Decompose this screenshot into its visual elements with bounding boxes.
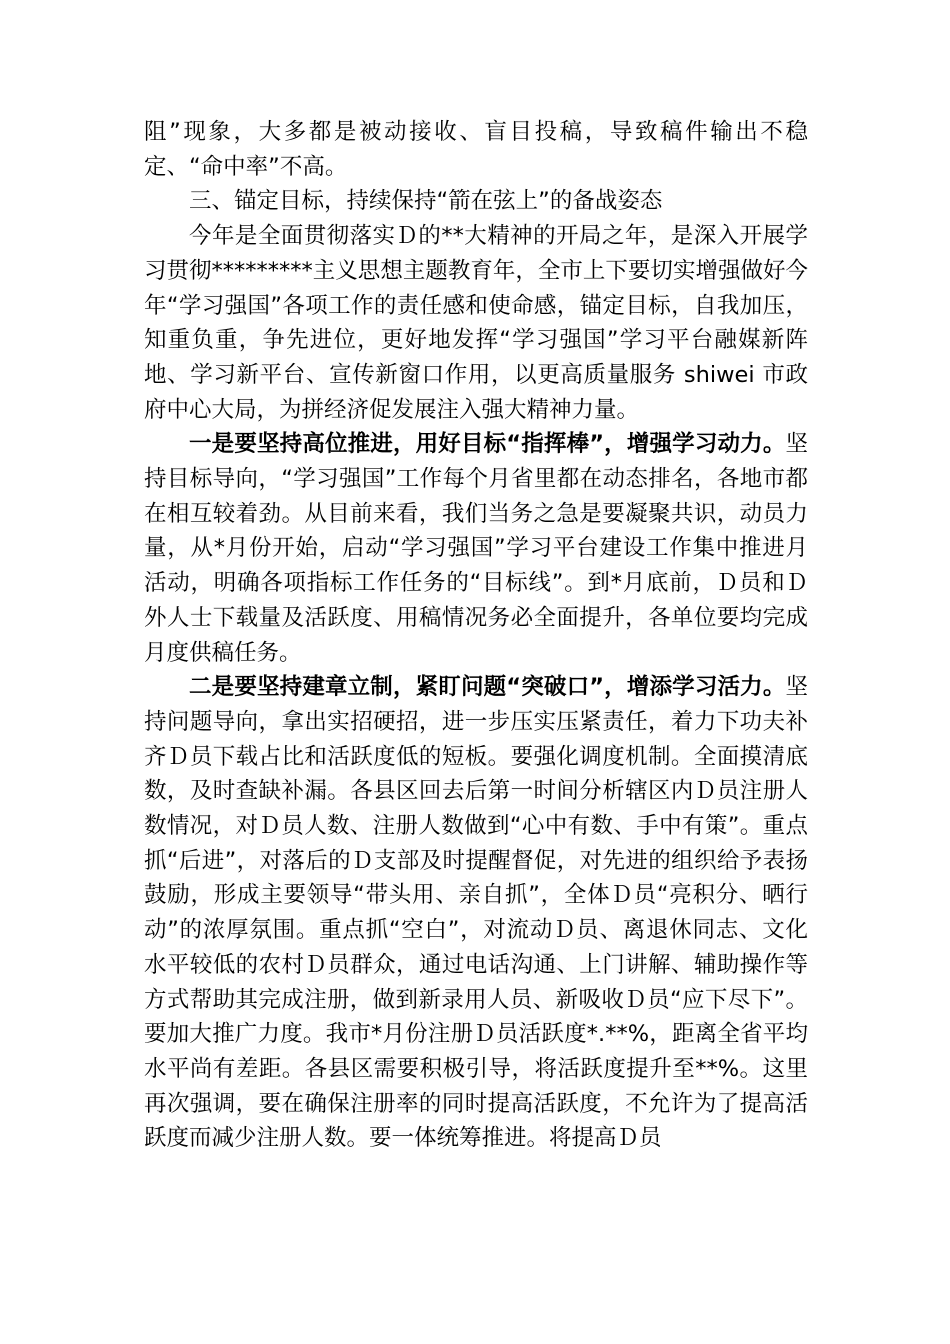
paragraph-point-one [144,427,808,670]
point-one-lead: 一是要坚持高位推进，用好目标“指挥棒”，增强学习动力。 [189,431,786,458]
paragraph-point-two [144,670,808,1156]
point-one-body: 坚持目标导向，“学习强国”工作每个月省里都在动态排名，各地市都在相互较着劲。从目前来看，我们当务之急是要凝聚共识，动员力量，从*月份开始，启动“学习强国”学习平台建设工作集中推进月活动，明确各项指标工作任务的“目标线”。到*月底前，Ｄ员和Ｄ外人士下载量及活跃度、用稿情况务必全面提升，各单位要均完成月度供稿任务。 [144,431,808,666]
paragraph-continuation: 阻”现象，大多都是被动接收、盲目投稿，导致稿件输出不稳定、“命中率”不高。 [144,119,808,180]
section-heading: 三、锚定目标，持续保持“箭在弦上”的备战姿态 [189,188,663,215]
document-body [144,115,808,1156]
paragraph-intro: 今年是全面贯彻落实Ｄ的**大精神的开局之年，是深入开展学习贯彻*********主义思想主题教育年，全市上下要切实增强做好今年“学习强国”各项工作的责任感和使命感，锚定目标，自我加压，知重负重，争先进位，更好地发挥“学习强国”学习平台融媒新阵地、学习新平台、宣传新窗口作用，以更高质量服务 shiwei 市政府中心大局，为拼经济促发展注入强大精神力量。 [144,223,808,423]
point-two-lead: 二是要坚持建章立制，紧盯问题“突破口”，增添学习活力。 [189,674,786,701]
point-two-body: 坚持问题导向，拿出实招硬招，进一步压实压紧责任，着力下功夫补齐Ｄ员下载占比和活跃度低的短板。要强化调度机制。全面摸清底数，及时查缺补漏。各县区回去后第一时间分析辖区内Ｄ员注册人数情况，对Ｄ员人数、注册人数做到“心中有数、手中有策”。重点抓“后进”，对落后的Ｄ支部及时提醒督促，对先进的组织给予表扬鼓励，形成主要领导“带头用、亲自抓”，全体Ｄ员“亮积分、晒行动”的浓厚氛围。重点抓“空白”，对流动Ｄ员、离退休同志、文化水平较低的农村Ｄ员群众，通过电话沟通、上门讲解、辅助操作等方式帮助其完成注册，做到新录用人员、新吸收Ｄ员“应下尽下”。要加大推广力度。我市*月份注册Ｄ员活跃度*.**%，距离全省平均水平尚有差距。各县区需要积极引导，将活跃度提升至**%。这里再次强调，要在确保注册率的同时提高活跃度，不允许为了提高活跃度而减少注册人数。要一体统筹推进。将提高Ｄ员 [144,674,808,1152]
